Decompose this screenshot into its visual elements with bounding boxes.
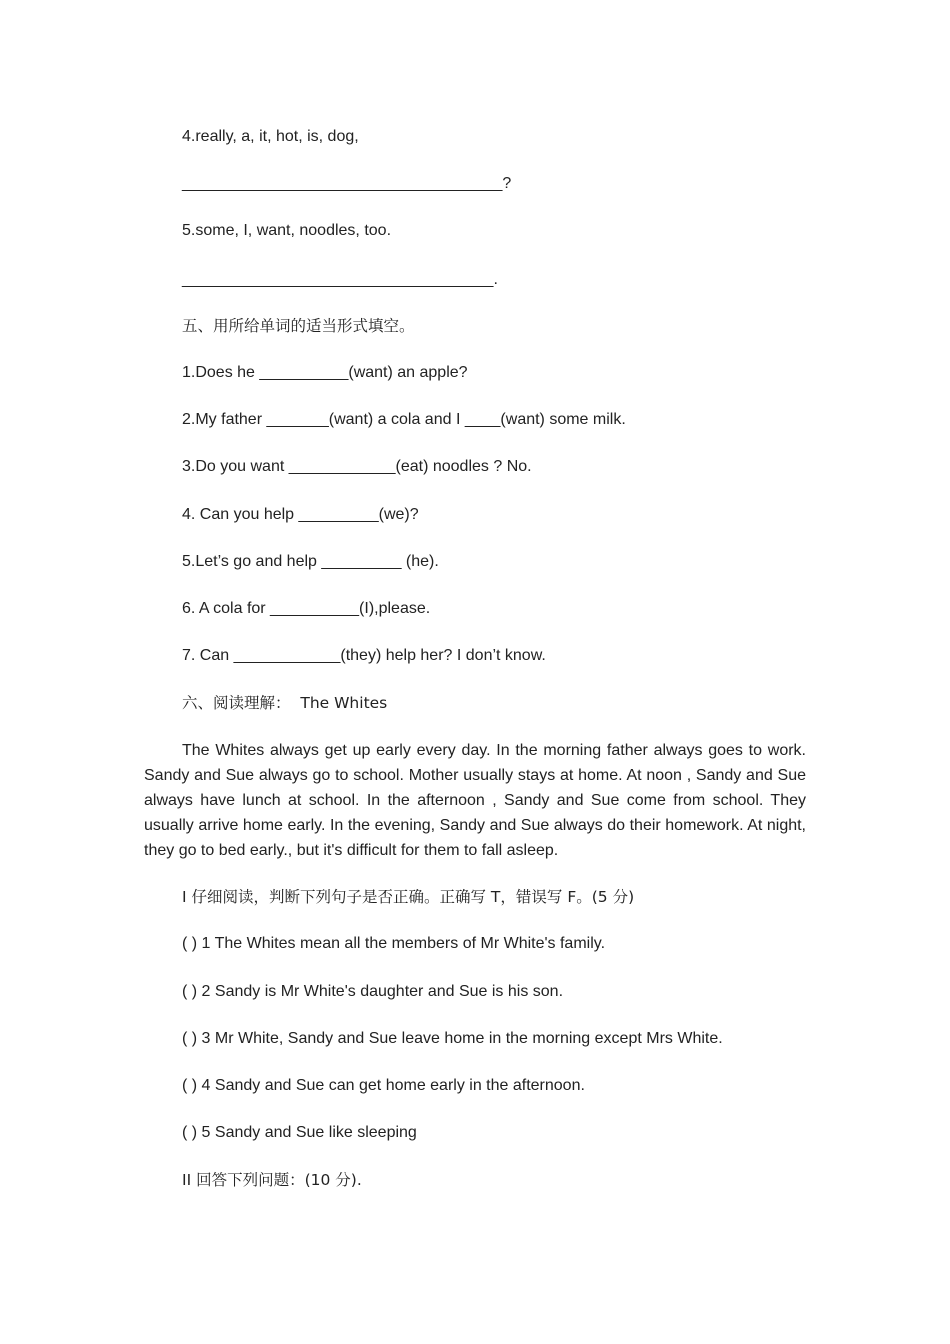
- section-6-heading: 六、阅读理解： The Whites: [182, 694, 388, 712]
- question-4-answer-line: ____________________________________?: [182, 175, 512, 192]
- true-false-item-4: ( ) 4 Sandy and Sue can get home early in the afternoon.: [182, 1077, 585, 1094]
- part-1-heading: I 仔细阅读，判断下列句子是否正确。正确写 T，错误写 F。(5 分): [182, 888, 635, 906]
- fill-blank-item-6: 6. A cola for __________(I),please.: [182, 600, 431, 617]
- question-5-answer-line: ___________________________________.: [182, 271, 498, 288]
- true-false-item-1: ( ) 1 The Whites mean all the members of Mr White's family.: [182, 935, 606, 952]
- true-false-item-2: ( ) 2 Sandy is Mr White's daughter and Sue is his son.: [182, 983, 564, 1000]
- fill-blank-item-1: 1.Does he __________(want) an apple?: [182, 364, 468, 381]
- section-5-heading: 五、用所给单词的适当形式填空。: [182, 317, 415, 335]
- reading-passage: The Whites always get up early every day. In the morning father always goes to work. Sandy and Sue always go to school. Mother usually stays at home. At noon , Sandy and Sue always have lunch at school. In the afternoon , Sandy and Sue come from school. They usually arrive home early. In the evening, Sandy and Sue always do their homework. At night, they go to bed early., but it's difficult for them to fall asleep.: [144, 742, 806, 859]
- true-false-item-5: ( ) 5 Sandy and Sue like sleeping: [182, 1124, 417, 1141]
- question-5-prompt: 5.some, I, want, noodles, too.: [182, 222, 392, 239]
- fill-blank-item-5: 5.Let’s go and help _________ (he).: [182, 553, 439, 570]
- question-4-prompt: 4.really, a, it, hot, is, dog,: [182, 128, 359, 145]
- fill-blank-item-7: 7. Can ____________(they) help her? I don’t know.: [182, 647, 546, 664]
- fill-blank-item-3: 3.Do you want ____________(eat) noodles ? No.: [182, 458, 532, 475]
- true-false-item-3: ( ) 3 Mr White, Sandy and Sue leave home in the morning except Mrs White.: [182, 1030, 723, 1047]
- part-2-heading: II 回答下列问题：(10 分).: [182, 1171, 362, 1189]
- fill-blank-item-2: 2.My father _______(want) a cola and I ____(want) some milk.: [182, 411, 626, 428]
- fill-blank-item-4: 4. Can you help _________(we)?: [182, 506, 419, 523]
